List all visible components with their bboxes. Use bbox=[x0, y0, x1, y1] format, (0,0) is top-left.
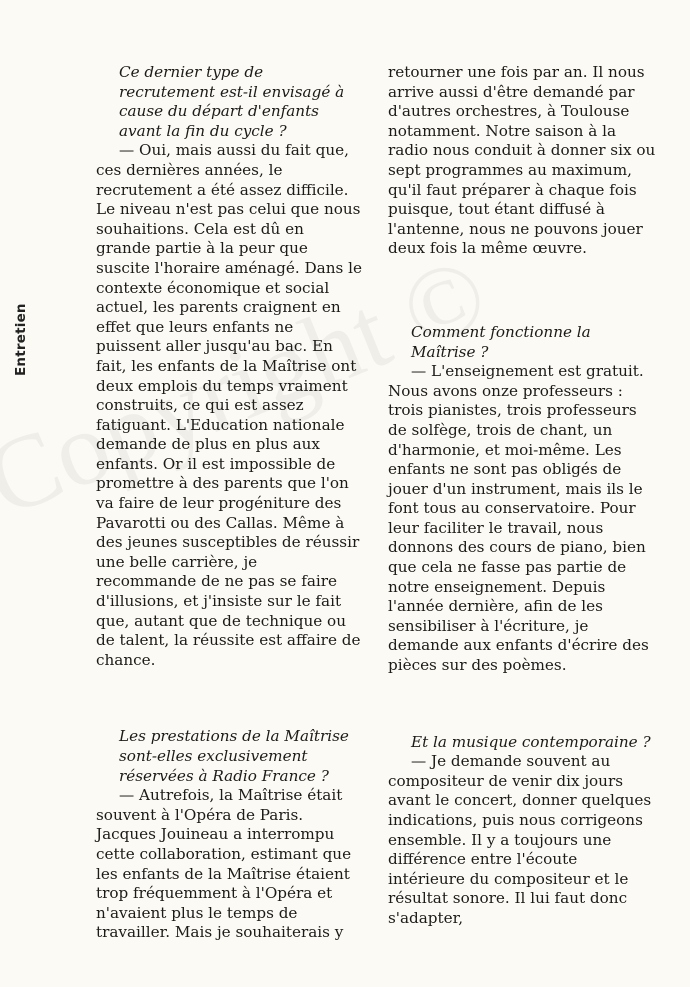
interview-question: Ce dernier type de recrutement est-il envisagé à cause du départ d'enfants avant la fin du cycle ? bbox=[119, 63, 345, 140]
interview-question: Et la musique contemporaine ? bbox=[411, 732, 651, 751]
interview-question: Les prestations de la Maîtrise sont-elles exclusivement réservées à Radio France ? bbox=[119, 727, 349, 785]
interview-answer: — Autrefois, la Maîtrise était souvent à l'Opéra de Paris. Jacques Jouineau a interrompu cette collaboration, estimant que les enfants de la Maîtrise étaient trop fréquemment à l'Opéra et n'avaient plus le temps de travailler. Mais je souhaiterais y bbox=[96, 786, 352, 942]
right-column bbox=[388, 63, 658, 929]
interview-answer: — Je demande souvent au compositeur de venir dix jours avant le concert, donner quelques indications, puis nous corrigeons ensemble. Il y a toujours une différence entre l'écoute intérieure du compositeur et le résultat sonore. Il lui faut donc s'adapter, bbox=[388, 752, 652, 927]
interview-question: Comment fonctionne la Maîtrise ? bbox=[411, 322, 591, 361]
left-column bbox=[96, 63, 362, 943]
interview-answer: — Oui, mais aussi du fait que, ces dernières années, le recrutement a été assez difficile. Le niveau n'est pas celui que nous souhaitions. Cela est dû en grande partie à la peur que suscite l'horaire aménagé. Dans le contexte économique et social actuel, les parents craignent en effet que leurs enfants ne puissent aller jusqu'au bac. En fait, les enfants de la Maîtrise ont deux emplois du temps vraiment construits, ce qui est assez fatiguant. L'Education nationale demande de plus en plus aux enfants. Or il est impossible de promettre à des parents que l'on va faire de leur progéniture des Pavarotti ou des Callas. Même à des jeunes susceptibles de réussir une belle carrière, je recommande de ne pas se faire d'illusions, et j'insiste sur le fait que, autant que de technique ou de talent, la réussite est affaire de chance. bbox=[96, 141, 362, 669]
answer-continuation: retourner une fois par an. Il nous arrive aussi d'être demandé par d'autres orchestres, à Toulouse notamment. Notre saison à la radio nous conduit à donner six ou sept programmes au maximum, qu'il faut préparer à chaque fois puisque, tout étant diffusé à l'antenne, nous ne pouvons jouer deux fois la même œuvre. bbox=[388, 63, 656, 258]
interview-answer: — L'enseignement est gratuit. Nous avons onze professeurs : trois pianistes, trois professeurs de solfège, trois de chant, un d'harmonie, et moi-même. Les enfants ne sont pas obligés de jouer d'un instrument, mais ils le font tous au conservatoire. Pour leur faciliter le travail, nous donnons des cours de piano, bien que cela ne fasse pas partie de notre enseignement. Depuis l'année dernière, afin de les sensibiliser à l'écriture, je demande aux enfants d'écrire des pièces sur des poèmes. bbox=[388, 362, 649, 675]
section-side-label: Entretien bbox=[13, 303, 29, 377]
